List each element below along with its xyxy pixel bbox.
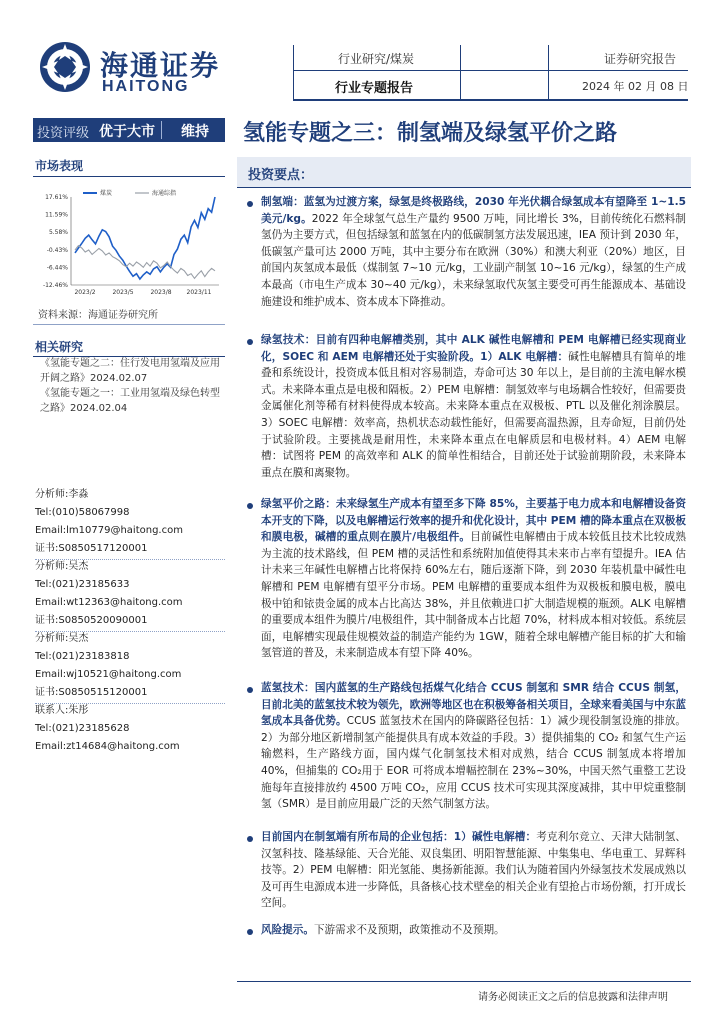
- report-category: 行业研究/煤炭: [338, 52, 415, 66]
- chart-y-tick-label: -6.44%: [46, 264, 68, 272]
- section-rule: [237, 187, 691, 188]
- page-footer: 请务必阅读正文之后的信息披露和法律声明: [478, 992, 668, 1003]
- key-point-body: CCUS 蓝氢技术在国内的降碳路径包括：1）减少现役制氢设施的排放。2）为部分地区新增制氢产能提供具有成本效益的手段。3）提供捕集的 CO₂ 和氢气生产运输燃料，生产路线方面，国内煤气化制氢技术相对成熟，结合 CCUS 制氢成本将增加 40%，但捕集的 CO₂用于 EOR 可将成本增幅控制在 23%~30%，中国天然气重整工艺设施每年直接排放约 4500 万吨 CO₂，应用 CCUS 技术可实现其深度减排，其中甲烷重整制氢（SMR）是目前应用最广泛的天然气制氢方法。: [261, 715, 686, 811]
- haitong-logo-icon: [38, 40, 92, 94]
- rating-label: 投资评级: [37, 126, 90, 141]
- key-points-heading: 投资要点：: [248, 168, 314, 183]
- bullet-icon: [247, 836, 253, 842]
- analyst-email[interactable]: Email:zt14684@haitong.com: [35, 741, 180, 752]
- key-point-lead: 制氢端：蓝氢为过渡方案，绿氢是终极路线，2030 年光伏耦合绿氢成本有望降至 1~1.5 美元/kg。: [261, 196, 686, 225]
- market-performance-chart: [33, 185, 225, 300]
- header-rule: [293, 70, 688, 71]
- key-point-body: 碱性电解槽具有简单的堆叠和系统设计，投资成本低且相对容易制造，寿命可达 30 年以上，是目前的主流电解水模式。未来降本重点是电极和隔板。2）PEM 电解槽：制氢效率与电场耦合性较好，但需要贵金属催化剂等稀有材料使得成本较高。未来降本重点在双极板、PTL 以及催化剂涂膜层。3）SOEC 电解槽：效率高，热机状态动载性能好，但需要高温热源，且寿命短，目前仍处于试验阶段。主要挑战是耐用性，未来降本重点在电解质层和电极材料。4）AEM 电解槽：试图将 PEM 的高效率和 ALK 的简单性相结合，目前还处于试验前期阶段，未来降本重点在膜和离聚物。: [261, 350, 686, 479]
- rating-divider: [161, 121, 162, 139]
- analyst-cert: 证书:S0850517120001: [35, 543, 148, 554]
- brand-name-cn: 海通证券: [100, 49, 221, 82]
- analyst-tel: Tel:(010)58067998: [35, 507, 130, 518]
- analyst-cert: 证书:S0850515120001: [35, 687, 148, 698]
- analyst-email[interactable]: Email:wt12363@haitong.com: [35, 597, 183, 608]
- header-rule: [293, 99, 688, 101]
- header-divider: [293, 45, 294, 100]
- doc-kind: 证券研究报告: [604, 52, 677, 66]
- market-heading: 市场表现: [35, 159, 84, 173]
- chart-x-tick-label: 2023/11: [186, 289, 212, 296]
- analyst-name: 分析师:吴杰: [35, 633, 89, 644]
- bullet-icon: [247, 503, 253, 509]
- key-point-body: 考克利尔竞立、天津大陆制氢、汉氢科技、隆基绿能、天合光能、双良集团、明阳智慧能源、中集集电、华电重工、昇辉科技等。2）PEM 电解槽：阳光氢能、奥扬新能源。我们认为随着国内外绿氢技术发展成熟以及可再生电源成本进一步降低，具备核心技术壁垒的相关企业有望抢占市场份额，打开成长空间。: [261, 831, 686, 910]
- investment-rating-band: [33, 118, 225, 142]
- chart-y-tick-label: -0.43%: [46, 246, 68, 254]
- bullet-icon: [247, 339, 253, 345]
- chart-x-tick-label: 2023/2: [74, 289, 96, 296]
- analyst-contact: [35, 702, 225, 756]
- chart-y-tick-label: 11.59%: [45, 211, 68, 219]
- header-divider: [548, 45, 549, 100]
- key-point-lead: 目前国内在制氢端有所布局的企业包括：1）碱性电解槽：: [261, 831, 537, 843]
- haitong-logo: [38, 40, 221, 96]
- analyst-name: 分析师:吴杰: [35, 561, 89, 572]
- rating-value: 优于大市: [99, 124, 155, 140]
- chart-source: 资料来源：海通证券研究所: [38, 310, 158, 321]
- related-item[interactable]: 《氢能专题之二：住行发电用氢端及应用开阔之路》2024.02.07: [40, 358, 220, 384]
- key-point-paragraph: [261, 829, 686, 913]
- rating-action: 维持: [181, 124, 209, 140]
- report-title: 氢能专题之三：制氢端及绿氢平价之路: [243, 120, 618, 146]
- key-point-lead: 绿氢技术：目前有四种电解槽类别，其中 ALK 碱性电解槽和 PEM 电解槽已经实现商业化，SOEC 和 AEM 电解槽还处于实验阶段。1）ALK 电解槽：: [261, 334, 686, 363]
- chart-y-tick-label: 5.58%: [48, 229, 68, 237]
- key-point-body: 2022 年全球氢气总生产量约 9500 万吨，同比增长 3%，目前传统化石燃料制氢仍为主要方式，但包括绿氢和蓝氢在内的低碳制氢方法发展迅速，IEA 预计到 2030 年，低碳氢产量可达 2000 万吨，其中主要分布在欧洲（30%）和澳大利亚（20%）地区，目前国内灰氢成本最低（煤制氢 7~10 元/kg，工业副产制氢 10~16 元/kg），绿氢的生产成本最高（市电生产成本 30~40 元/kg），未来绿氢取代灰氢主要受可再生能源成本、基础设施建设和维护成本、资本成本下降推动。: [261, 212, 686, 308]
- brand-name-en: HAITONG: [102, 78, 190, 95]
- related-item[interactable]: 《氢能专题之一：工业用氢端及绿色转型之路》2024.02.04: [40, 388, 220, 414]
- section-rule: [33, 324, 225, 325]
- report-date: 2024 年 02 月 08 日: [582, 80, 689, 93]
- analyst-email[interactable]: Email:wj10521@haitong.com: [35, 669, 182, 680]
- key-point-body: 下游需求不及预期，政策推动不及预期。: [313, 924, 505, 936]
- section-rule: [33, 176, 225, 177]
- chart-x-tick-label: 2023/8: [150, 289, 172, 296]
- analyst-contact: [35, 630, 225, 702]
- related-heading: 相关研究: [35, 340, 84, 354]
- key-point-body: 目前碱性电解槽由于成本较低且技术比较成熟为主流的技术路线，但 PEM 槽的灵活性和系统附加值使得其未来市占率有望提升。IEA 估计未来三年碱性电解槽占比将保持 60%左右，随后逐渐下降，到 2030 年装机量中碱性电解槽和 PEM 电解槽有望平分市场。PEM 电解槽的重要成本组件为双极板和膜电极，膜电极中铂和铱贵金属的成本占比高达 38%，并且依赖进口扩大制造规模的瓶颈。ALK 电解槽的重要成本组件为膜片/电极组件，其中制备成本占比超 70%，材料成本相对较低。系统层面，电解槽实现最佳规模效益的制造产能约为 1GW，随着全球电解槽产能目标的扩大和输氢管道的普及，未来制造成本有望下降 40%。: [261, 531, 686, 660]
- bullet-icon: [247, 201, 253, 207]
- footer-rule: [237, 981, 691, 982]
- analyst-name: 联系人:朱彤: [35, 705, 89, 716]
- key-point-lead: 风险提示。: [261, 924, 314, 936]
- chart-y-tick-label: 17.61%: [45, 194, 68, 201]
- analyst-name: 分析师:李淼: [35, 489, 89, 500]
- chart-x-tick-label: 2023/5: [112, 289, 134, 296]
- bullet-icon: [247, 687, 253, 693]
- header-divider: [460, 45, 461, 100]
- analyst-contact: [35, 558, 225, 630]
- chart-legend-label: 海通综指: [152, 190, 177, 197]
- key-point-paragraph: [261, 496, 686, 678]
- analyst-tel: Tel:(021)23183818: [35, 651, 130, 662]
- analyst-contact: [35, 486, 225, 558]
- chart-y-tick-label: -12.46%: [42, 282, 68, 289]
- chart-legend-label: 煤炭: [100, 190, 113, 197]
- chart-series-line: [75, 197, 215, 279]
- analyst-tel: Tel:(021)23185633: [35, 579, 130, 590]
- key-point-paragraph: [261, 332, 686, 498]
- page-header: [0, 0, 724, 110]
- key-point-paragraph: [261, 922, 686, 942]
- key-point-lead: 蓝氢技术：国内蓝氢的生产路线包括煤气化结合 CCUS 制氢和 SMR 结合 CCUS 制氢，目前北美的蓝氢技术较为领先，欧洲等地区也在积极筹备相关项目，全球来看美国与中东蓝氢成本具备优势。: [261, 682, 686, 728]
- bullet-icon: [247, 929, 253, 935]
- analyst-email[interactable]: Email:lm10779@haitong.com: [35, 525, 183, 536]
- key-point-paragraph: [261, 680, 686, 830]
- analyst-tel: Tel:(021)23185628: [35, 723, 130, 734]
- analyst-cert: 证书:S0850520090001: [35, 615, 148, 626]
- report-type: 行业专题报告: [335, 81, 414, 96]
- key-point-lead: 绿氢平价之路：未来绿氢生产成本有望至多下降 85%，主要基于电力成本和电解槽设备资本开支的下降，以及电解槽运行效率的提升和优化设计，其中 PEM 槽的降本重点在双极板和膜电极，碱槽的重点则在膜片/电极组件。: [261, 498, 686, 544]
- key-point-paragraph: [261, 194, 686, 326]
